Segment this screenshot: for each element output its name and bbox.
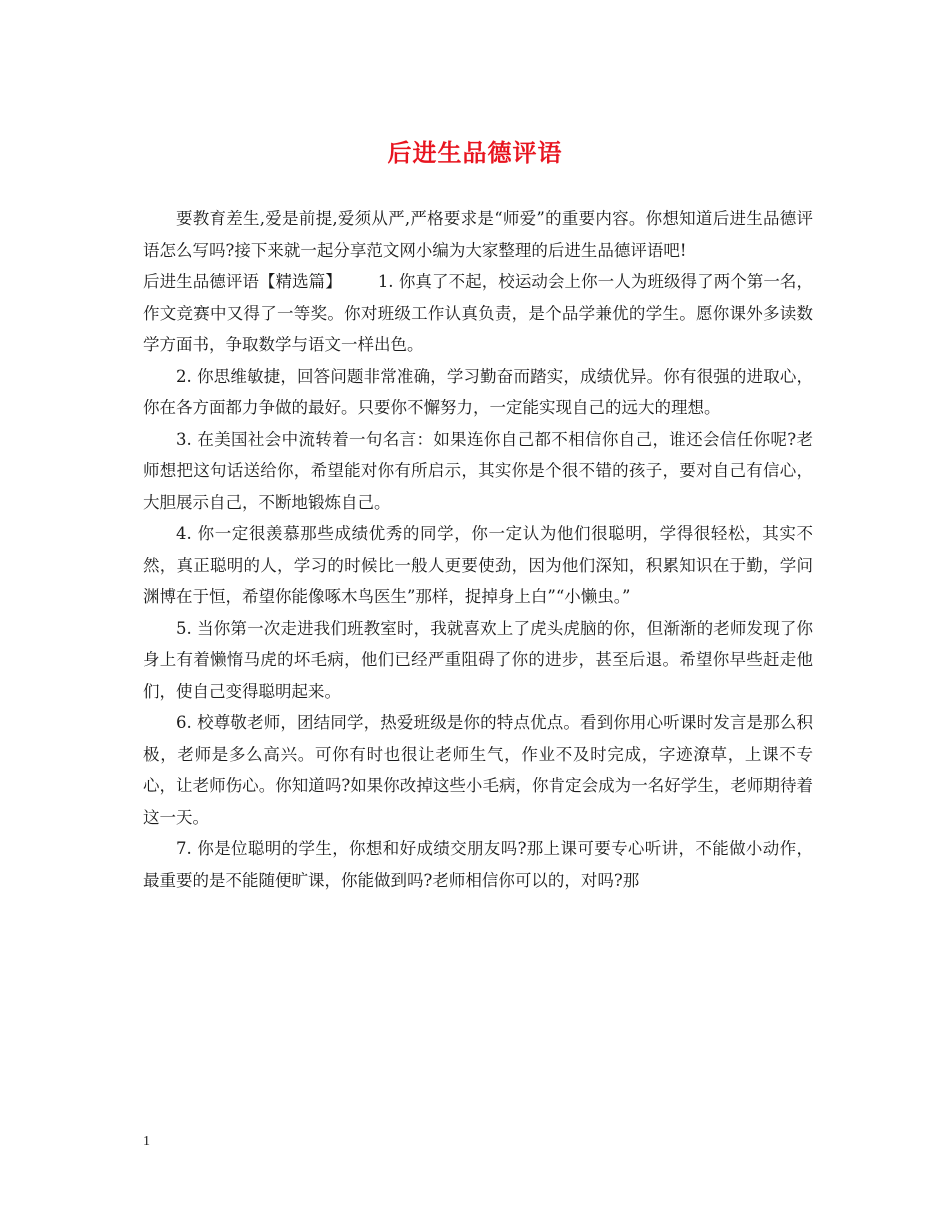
list-item: 4. 你一定很羡慕那些成绩优秀的同学，你一定认为他们很聪明，学得很轻松，其实不然，真正聪明的人，学习的时候比一般人更要使劲，因为他们深知，积累知识在于勤，学问渊博在于恒，希望你能像啄木鸟医生”那样，捉掉身上白”“小懒虫。” [143,524,813,606]
document-body [143,203,813,896]
first-item-paragraph [143,266,813,361]
page-title: 后进生品德评语 [387,138,563,167]
list-item: 5. 当你第一次走进我们班教室时，我就喜欢上了虎头虎脑的你，但渐渐的老师发现了你身上有着懒惰马虎的坏毛病，他们已经严重阻碍了你的进步，甚至后退。希望你早些赶走他们，使自己变得聪明起来。 [143,618,813,701]
list-item: 1. 你真了不起，校运动会上你一人为班级得了两个第一名，作文竞赛中又得了一等奖。你对班级工作认真负责，是个品学兼优的学生。愿你课外多读数学方面书，争取数学与语文一样出色。 [143,272,813,354]
list-item: 7. 你是位聪明的学生，你想和好成绩交朋友吗?那上课可要专心听讲，不能做小动作，最重要的是不能随便旷课，你能做到吗?老师相信你可以的，对吗?那 [143,839,813,890]
list-item: 3. 在美国社会中流转着一句名言：如果连你自己都不相信你自己，谁还会信任你呢?老师想把这句话送给你，希望能对你有所启示，其实你是个很不错的孩子，要对自己有信心，大胆展示自己，不断地锻炼自己。 [143,429,813,512]
intro-paragraph: 要教育差生,爱是前提,爱须从严,严格要求是“师爱”的重要内容。你想知道后进生品德评语怎么写吗?接下来就一起分享范文网小编为大家整理的后进生品德评语吧! [143,209,813,260]
section-heading: 后进生品德评语【精选篇】 [143,272,342,291]
page-number: 1 [143,1134,150,1149]
list-item: 6. 校尊敬老师，团结同学，热爱班级是你的特点优点。看到你用心听课时发言是那么积极，老师是多么高兴。可你有时也很让老师生气，作业不及时完成，字迹潦草，上课不专心，让老师伤心。你知道吗?如果你改掉这些小毛病，你肯定会成为一名好学生，老师期待着这一天。 [143,713,813,827]
list-item: 2. 你思维敏捷，回答问题非常准确，学习勤奋而踏实，成绩优异。你有很强的进取心，你在各方面都力争做的最好。只要你不懈努力，一定能实现自己的远大的理想。 [143,366,813,417]
